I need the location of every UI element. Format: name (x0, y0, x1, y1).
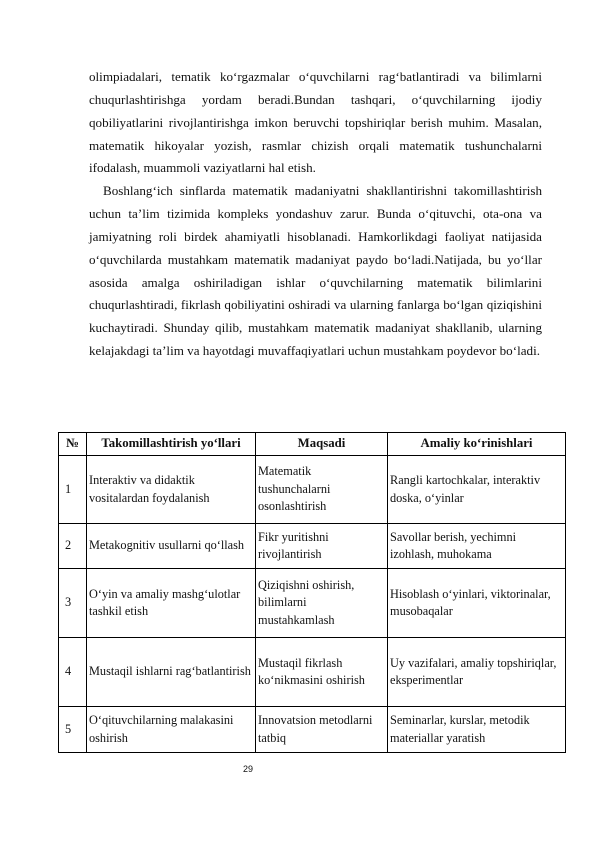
table-row (59, 524, 566, 569)
header-purpose: Maqsadi (256, 433, 388, 456)
table-row (59, 707, 566, 753)
page-number: 29 (242, 764, 253, 774)
method-cell: O‘qituvchilarning malakasini oshirish (87, 707, 256, 753)
header-practice: Amaliy ko‘rinishlari (388, 433, 566, 456)
row-number: 2 (59, 524, 87, 569)
table-row (59, 456, 566, 524)
practice-cell: Hisoblash o‘yinlari, viktorinalar, musobaqalar (388, 569, 566, 638)
practice-cell: Uy vazifalari, amaliy topshiriqlar, eksperimentlar (388, 638, 566, 707)
method-cell: O‘yin va amaliy mashg‘ulotlar tashkil etish (87, 569, 256, 638)
method-cell: Metakognitiv usullarni qo‘llash (87, 524, 256, 569)
practice-cell: Savollar berish, yechimni izohlash, muhokama (388, 524, 566, 569)
row-number: 4 (59, 638, 87, 707)
purpose-cell: Fikr yuritishni rivojlantirish (256, 524, 388, 569)
table-row (59, 569, 566, 638)
paragraph: Boshlang‘ich sinflarda matematik madaniyatni shakllantirishni takomillashtirish uchun ta’lim tizimida kompleks yondashuv zarur. Bunda o‘qituvchi, ota-ona va jamiyatning roli birdek ahamiyatli hisoblanadi. Hamkorlikdagi faoliyat natijasida o‘quvchilarda mustahkam matematik madaniyat paydo bo‘ladi.Natijada, bu yo‘llar asosida amalga oshiriladigan ishlar o‘quvchilarning matematik bilimlarini chuqurlashtiradi, fikrlash qobiliyatini oshiradi va ularning fanlarga bo‘lgan qiziqishini kuchaytiradi. Shunday qilib, mustahkam matematik madaniyat shakllanib, ularning kelajakdagi ta’lim va hayotdagi muvaffaqiyatlari uchun mustahkam poydevor bo‘ladi. (89, 183, 542, 359)
purpose-cell: Mustaqil fikrlash ko‘nikmasini oshirish (256, 638, 388, 707)
method-cell: Interaktiv va didaktik vositalardan foydalanish (87, 456, 256, 524)
table-row (59, 638, 566, 707)
table-header-row (59, 433, 566, 456)
purpose-cell: Innovatsion metodlarni tatbiq (256, 707, 388, 753)
practice-cell: Rangli kartochkalar, interaktiv doska, o‘yinlar (388, 456, 566, 524)
row-number: 3 (59, 569, 87, 638)
purpose-cell: Qiziqishni oshirish, bilimlarni mustahkamlash (256, 569, 388, 638)
paragraph: olimpiadalari, tematik ko‘rgazmalar o‘quvchilarni rag‘batlantiradi va bilimlarni chuqurlashtirishga yordam beradi.Bundan tashqari, o‘quvchilarning ijodiy qobiliyatlarini rivojlantirishga imkon beruvchi topshiriqlar berish muhim. Masalan, matematik hikoyalar yozish, rasmlar chizish orqali matematik tushunchalarni ifodalash, muammoli vaziyatlarni hal etish. (89, 69, 542, 176)
practice-cell: Seminarlar, kurslar, metodik materiallar yaratish (388, 707, 566, 753)
header-methods: Takomillashtirish yo‘llari (87, 433, 256, 456)
body-text (89, 66, 542, 363)
row-number: 5 (59, 707, 87, 753)
methods-table (58, 432, 566, 753)
row-number: 1 (59, 456, 87, 524)
header-number: № (59, 433, 87, 456)
method-cell: Mustaqil ishlarni rag‘batlantirish (87, 638, 256, 707)
purpose-cell: Matematik tushunchalarni osonlashtirish (256, 456, 388, 524)
